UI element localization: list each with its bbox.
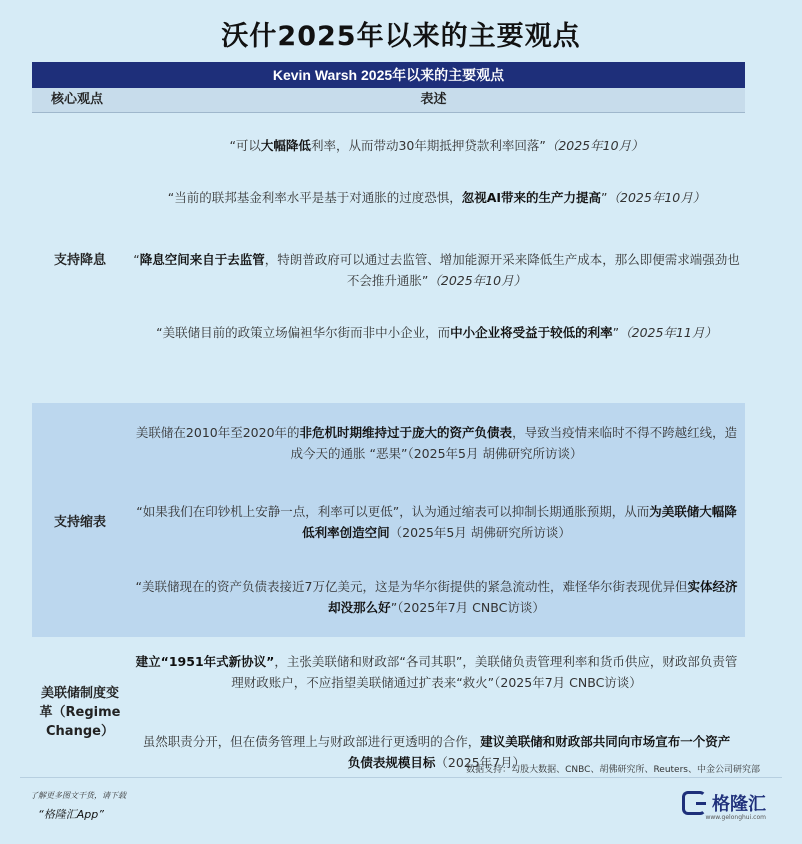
statement-item: “可以大幅降低利率，从而带动30年期抵押贷款利率回落”（2025年10月）: [229, 138, 644, 153]
page-title: 沃什2025年以来的主要观点: [221, 21, 581, 52]
section-label: 支持缩表: [53, 514, 106, 530]
table-title: Kevin Warsh 2025年以来的主要观点: [32, 62, 745, 88]
statement-item: “美联储目前的政策立场偏袒华尔街而非中小企业，而中小企业将受益于较低的利率”（2025年11月）: [156, 325, 717, 340]
statement-item: “如果我们在印钞机上安静一点，利率可以更低”，认为通过缩表可以抑制长期通胀预期，从而为美联储大幅降低利率创造空间（2025年5月 胡佛研究所访谈）: [136, 504, 737, 540]
section-qt: [32, 403, 745, 637]
footer-divider: [20, 777, 782, 778]
logo-url: www.gelonghui.com: [705, 814, 766, 821]
footer-app-name: “格隆汇App”: [38, 808, 104, 821]
gelonghui-logo: [682, 790, 766, 821]
section-rate-cut: [32, 113, 745, 403]
statement-item: 虽然职责分开，但在债务管理上与财政部进行更透明的合作，建议美联储和财政部共同向市场宣布一个资产负债表规模目标（2025年7月）: [142, 734, 731, 770]
viewpoints-table: [32, 62, 745, 783]
source-note: 数据支持：勾股大数据、CNBC、胡佛研究所、Reuters、中金公司研究部: [466, 765, 760, 775]
statement-item: “降息空间来自于去监管，特朗普政府可以通过去监管、增加能源开采来降低生产成本，那么即便需求端强劲也不会推升通胀”（2025年10月）: [133, 252, 740, 288]
column-header-statement: 表述: [420, 92, 447, 107]
section-content: [128, 403, 745, 637]
footer-note: 了解更多图文干货，请下载: [30, 791, 126, 800]
section-label: 支持降息: [53, 252, 106, 268]
logo-text: 格隆汇: [712, 794, 766, 815]
section-content: [128, 113, 745, 403]
statement-item: “美联储现在的资产负债表接近7万亿美元，这是为华尔街提供的紧急流动性，难怪华尔街表现优异但实体经济却没那么好”（2025年7月 CNBC访谈）: [135, 579, 738, 615]
section-label: 美联储制度变革（Regime Change）: [39, 685, 121, 739]
logo-icon: [682, 791, 706, 815]
statement-item: 美联储在2010年至2020年的非危机时期维持过于庞大的资产负债表，导致当疫情来临时不得不跨越红线，造成今天的通胀 “恶果”（2025年5月 胡佛研究所访谈）: [135, 425, 738, 461]
statement-item: “当前的联邦基金利率水平是基于对通胀的过度恐惧，忽视AI带来的生产力提高”（2025年10月）: [167, 190, 706, 205]
column-header-core: 核心观点: [50, 92, 103, 107]
statement-item: 建立“1951年式新协议”，主张美联储和财政部“各司其职”，美联储负责管理利率和货币供应，财政部负责管理财政账户，不应指望美联储通过扩表来“救火”（2025年7月 CNBC访谈）: [135, 654, 738, 690]
column-header-row: [32, 88, 745, 113]
